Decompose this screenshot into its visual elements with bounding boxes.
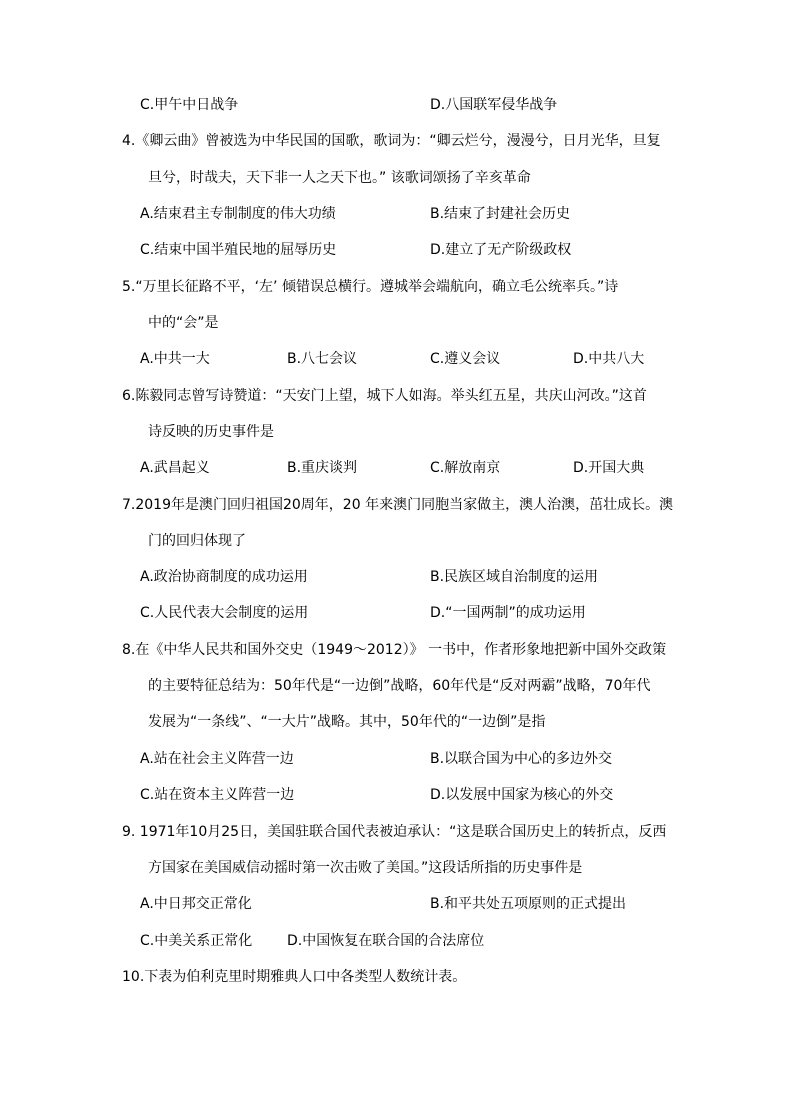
q8-option-c: C.站在资本主义阵营一边: [140, 787, 295, 803]
q9-stem-line-2: 方国家在美国威信动摇时第一次击败了美国。”这段话所指的历史事件是: [148, 860, 583, 876]
q8-option-a: A.站在社会主义阵营一边: [140, 751, 294, 767]
q7-option-d: D.“一国两制”的成功运用: [430, 605, 586, 621]
q9-option-b: B.和平共处五项原则的正式提出: [430, 896, 627, 912]
q5-stem-line-2: 中的“会”是: [148, 315, 219, 331]
q3-option-c: C.甲午中日战争: [140, 97, 239, 113]
q8-stem-line-2: 的主要特征总结为：50年代是“一边倒”战略，60年代是“反对两霸”战略，70年代: [148, 678, 651, 694]
q4-option-d: D.建立了无产阶级政权: [430, 242, 572, 258]
q7-option-b: B.民族区域自治制度的运用: [430, 569, 599, 585]
q7-option-c: C.人民代表大会制度的运用: [140, 605, 309, 621]
q7-option-a: A.政治协商制度的成功运用: [140, 569, 308, 585]
q6-option-a: A.武昌起义: [140, 460, 210, 476]
q6-option-b: B.重庆谈判: [287, 460, 358, 476]
q6-stem-line-2: 诗反映的历史事件是: [148, 424, 274, 440]
q4-stem-line-2: 旦兮，时哉夫，天下非一人之天下也。” 该歌词颂扬了辛亥革命: [148, 170, 531, 186]
q5-option-a: A.中共一大: [140, 351, 210, 367]
q8-option-b: B.以联合国为中心的多边外交: [430, 751, 613, 767]
q4-option-c: C.结束中国半殖民地的屈辱历史: [140, 242, 337, 258]
q5-option-c: C.遵义会议: [430, 351, 501, 367]
q5-option-b: B.八七会议: [287, 351, 358, 367]
q4-stem-line-1: 4.《卿云曲》曾被选为中华民国的国歌，歌词为：“卿云烂兮，漫漫兮，日月光华，旦复: [122, 133, 661, 149]
q9-option-a: A.中日邦交正常化: [140, 896, 252, 912]
q9-option-d: D.中国恢复在联合国的合法席位: [287, 933, 485, 949]
q10-stem: 10.下表为伯利克里时期雅典人口中各类型人数统计表。: [122, 969, 467, 985]
q6-option-d: D.开国大典: [573, 460, 645, 476]
q4-option-b: B.结束了封建社会历史: [430, 206, 571, 222]
q8-stem-line-3: 发展为“一条线”、“一大片”战略。其中，50年代的“一边倒”是指: [148, 714, 546, 730]
q4-option-a: A.结束君主专制制度的伟大功绩: [140, 206, 336, 222]
q5-stem-line-1: 5.“万里长征路不平，‘左’ 倾错误总横行。遵城举会端航向，确立毛公统率兵。”诗: [122, 279, 619, 295]
q6-stem-line-1: 6.陈毅同志曾写诗赞道：“天安门上望，城下人如海。举头红五星，共庆山河改。”这首: [122, 388, 647, 404]
q5-option-d: D.中共八大: [573, 351, 645, 367]
q7-stem-line-2: 门的回归体现了: [148, 533, 246, 549]
q3-option-d: D.八国联军侵华战争: [430, 97, 558, 113]
q9-stem-line-1: 9. 1971年10月25日，美国驻联合国代表被迫承认：“这是联合国历史上的转折点，反西: [122, 824, 667, 840]
q8-stem-line-1: 8.在《中华人民共和国外交史（1949～2012）》 一书中，作者形象地把新中国外交政策: [122, 642, 667, 658]
q8-option-d: D.以发展中国家为核心的外交: [430, 787, 614, 803]
q9-option-c: C.中美关系正常化: [140, 933, 253, 949]
q7-stem-line-1: 7.2019年是澳门回归祖国20周年，20 年来澳门同胞当家做主，澳人治澳，茁壮成长。澳: [122, 497, 674, 513]
q6-option-c: C.解放南京: [430, 460, 501, 476]
